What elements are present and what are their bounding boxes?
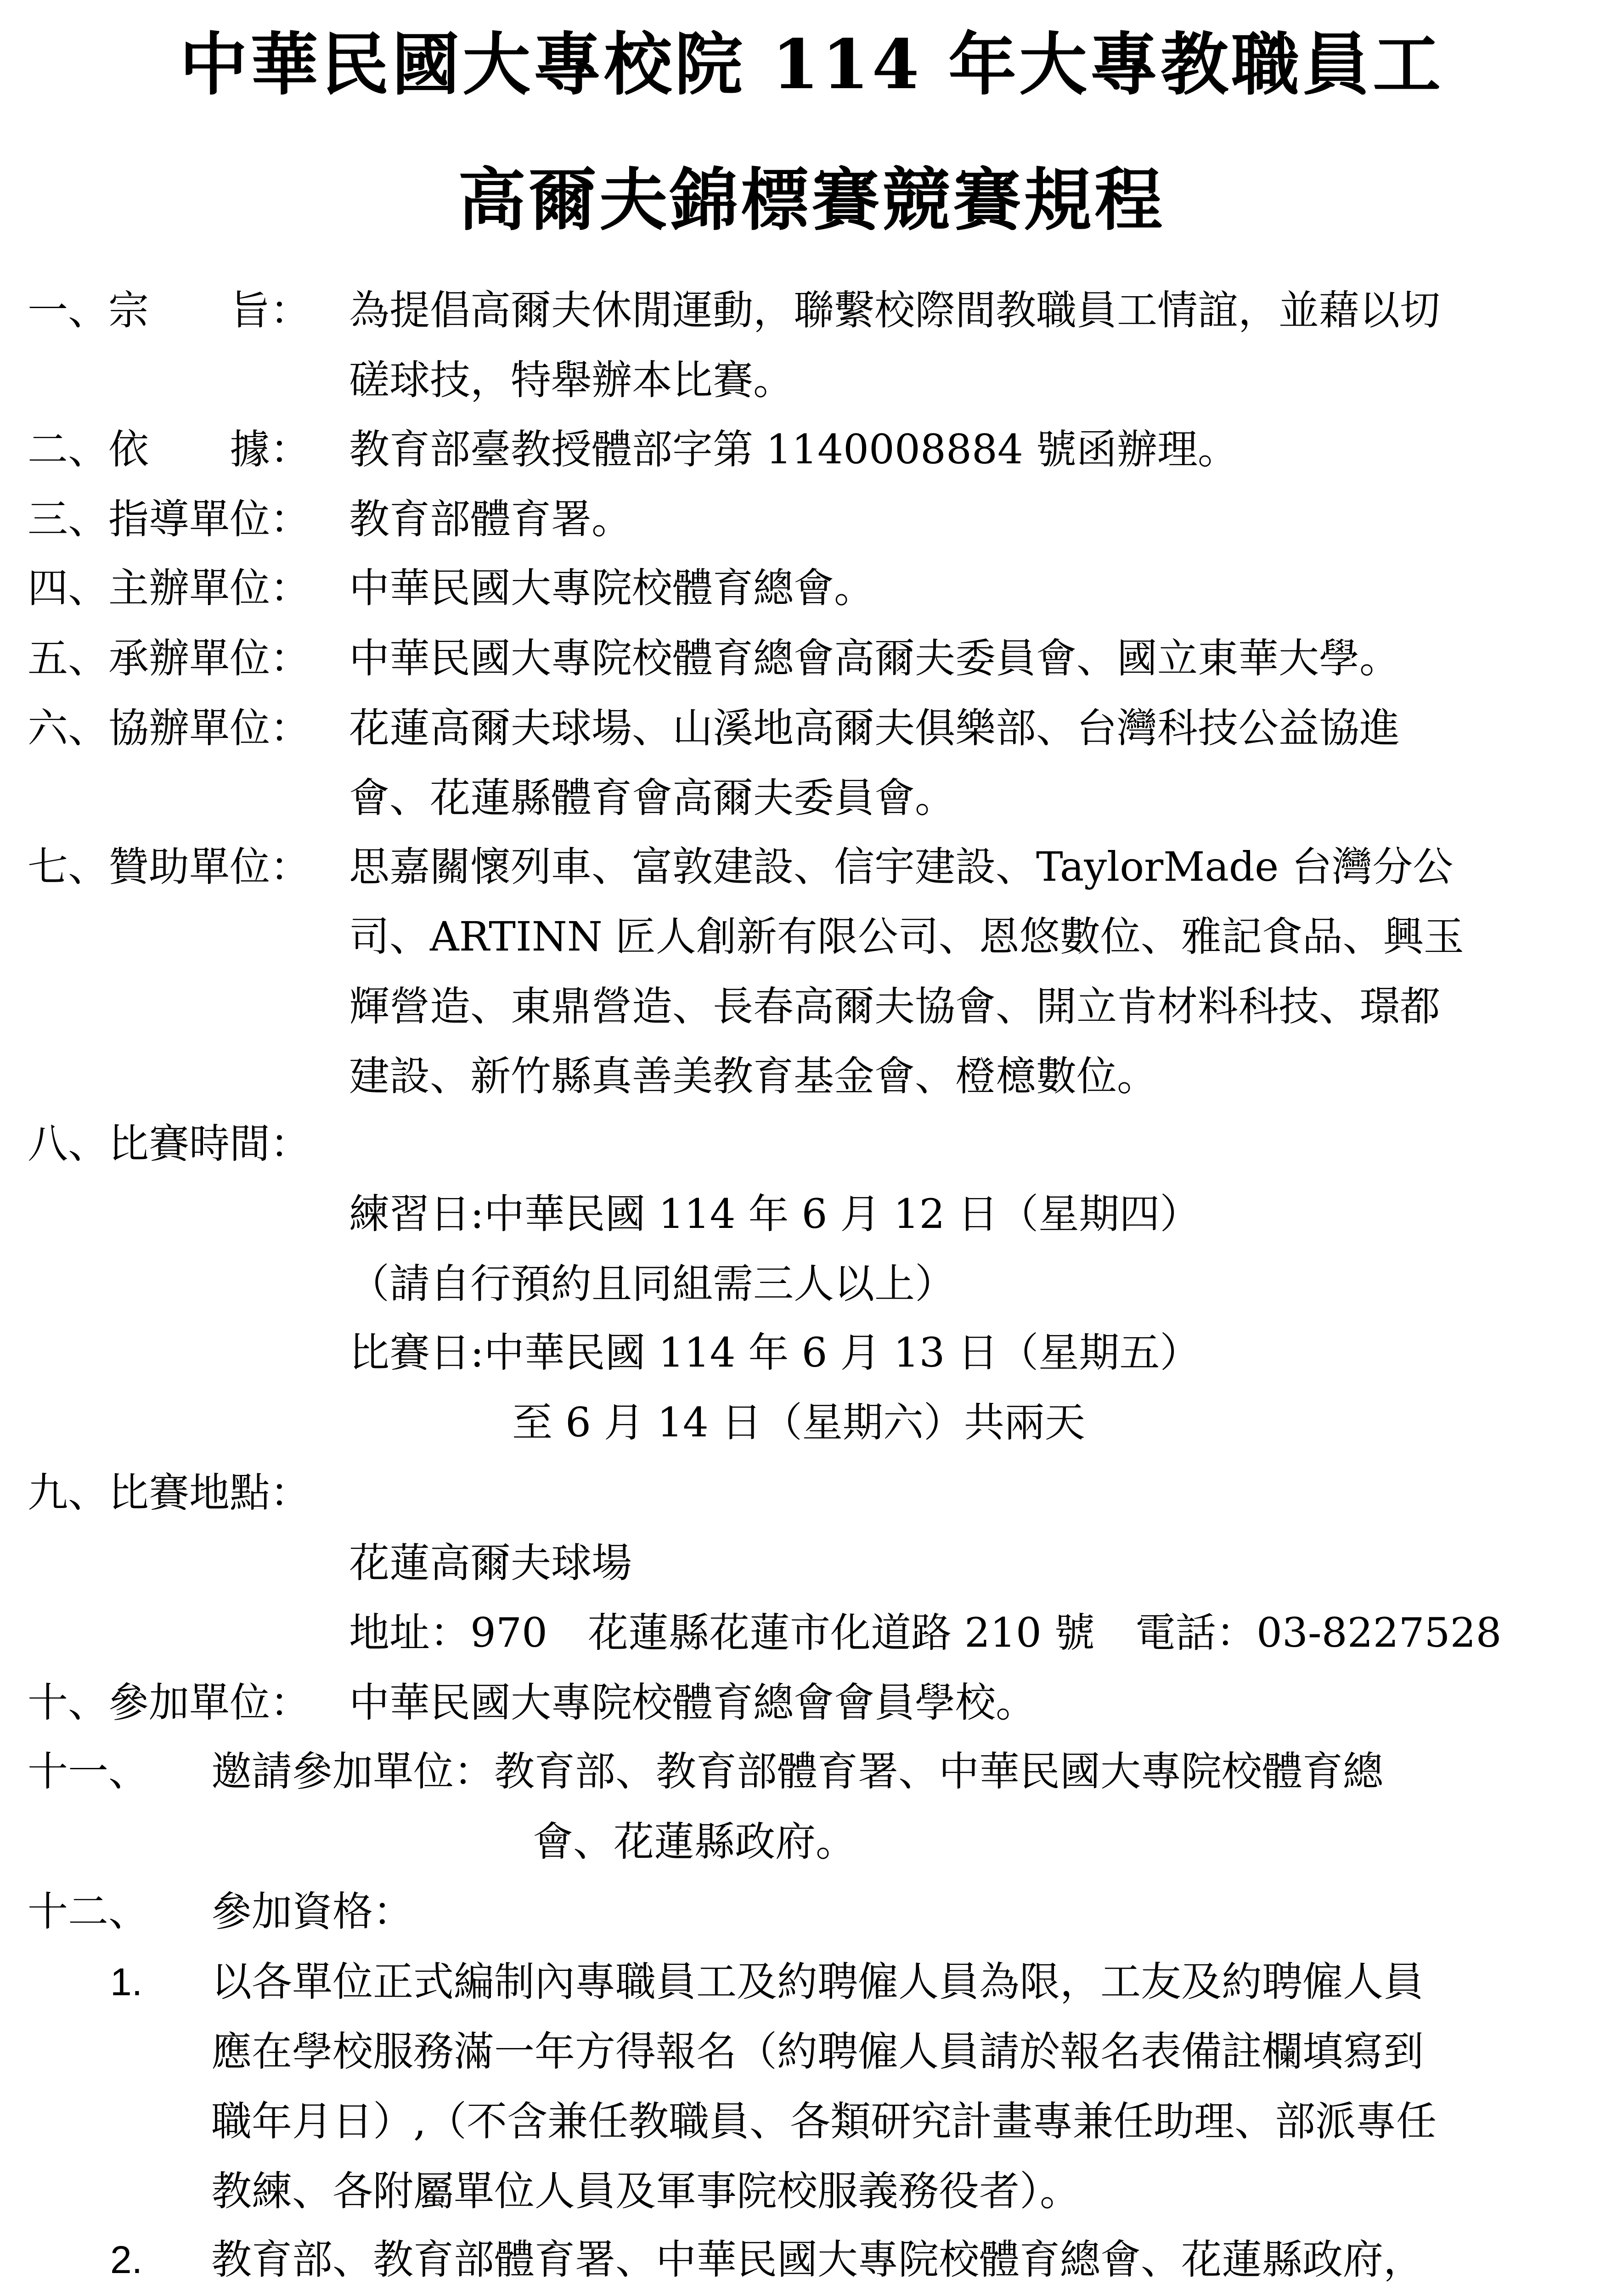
section-text: 思嘉關懷列車、富敦建設、信宇建設、TaylorMade 台灣分公 [349,843,1454,890]
section-text: 參加資格： [211,1888,414,1935]
section-text: 中華民國大專院校體育總會高爾夫委員會、國立東華大學。 [349,635,1400,682]
item-text: 應在學校服務滿一年方得報名（約聘僱人員請於報名表備註欄填寫到 [211,2028,1424,2075]
section-text: 磋球技，特舉辦本比賽。 [349,356,794,404]
venue-name: 花蓮高爾夫球場 [349,1539,632,1587]
section-text: 教育部體育署。 [349,495,632,543]
item-text: 教育部、教育部體育署、中華民國大專院校體育總會、花蓮縣政府， [211,2236,1424,2283]
document-title-line1: 中華民國大專校院 114 年大專教職員工 [180,24,1443,104]
item-number: 2. [110,2238,143,2281]
section-label: 八、比賽時間： [28,1120,311,1167]
section-label: 九、比賽地點： [28,1469,311,1516]
section-label: 一、宗 旨： [28,287,311,334]
section-text: 建設、新竹縣真善美教育基金會、橙檍數位。 [349,1052,1158,1100]
section-text: 中華民國大專院校體育總會會員學校。 [349,1679,1037,1726]
item-number: 1. [110,1960,143,2003]
section-label: 四、主辦單位： [28,564,311,612]
item-text: 以各單位正式編制內專職員工及約聘僱人員為限，工友及約聘僱人員 [211,1958,1424,2005]
section-label: 十二、 [28,1888,149,1935]
section-label: 七、贊助單位： [28,843,311,890]
section-label: 三、指導單位： [28,495,311,543]
section-label: 五、承辦單位： [28,635,311,682]
section-label: 十一、 [28,1748,149,1795]
practice-day: 練習日:中華民國 114 年 6 月 12 日（星期四） [349,1190,1200,1238]
section-text: 輝營造、東鼎營造、長春高爾夫協會、開立肯材料科技、璟都 [349,983,1441,1030]
match-day: 比賽日:中華民國 114 年 6 月 13 日（星期五） [349,1329,1200,1376]
section-label: 十、參加單位： [28,1679,311,1726]
section-text: 教育部臺教授體部字第 1140008884 號函辦理。 [349,426,1238,473]
document-title-line2: 高爾夫錦標賽競賽規程 [458,160,1165,240]
section-label: 二、依 據： [28,426,311,473]
section-text: 會、花蓮縣體育會高爾夫委員會。 [349,774,956,822]
match-day-end: 至 6 月 14 日（星期六）共兩天 [512,1399,1085,1446]
section-text: 花蓮高爾夫球場、山溪地高爾夫俱樂部、台灣科技公益協進 [349,704,1400,752]
section-text: 中華民國大專院校體育總會。 [349,564,875,612]
section-text: 邀請參加單位：教育部、教育部體育署、中華民國大專院校體育總 [211,1748,1384,1795]
section-label: 六、協辦單位： [28,704,311,752]
item-text: 職年月日）,（不含兼任教職員、各類研究計畫專兼任助理、部派專任 [211,2098,1437,2145]
section-text: 會、花蓮縣政府。 [533,1818,857,1865]
venue-address: 地址：970 花蓮縣花蓮市化道路 210 號 電話：03-8227528 [349,1609,1502,1656]
practice-note: （請自行預約且同組需三人以上） [349,1260,956,1307]
item-text: 教練、各附屬單位人員及軍事院校服義務役者）。 [211,2167,1081,2215]
section-text: 為提倡高爾夫休閒運動，聯繫校際間教職員工情誼，並藉以切 [349,287,1441,334]
section-text: 司、ARTINN 匠人創新有限公司、恩悠數位、雅記食品、興玉 [349,913,1464,960]
